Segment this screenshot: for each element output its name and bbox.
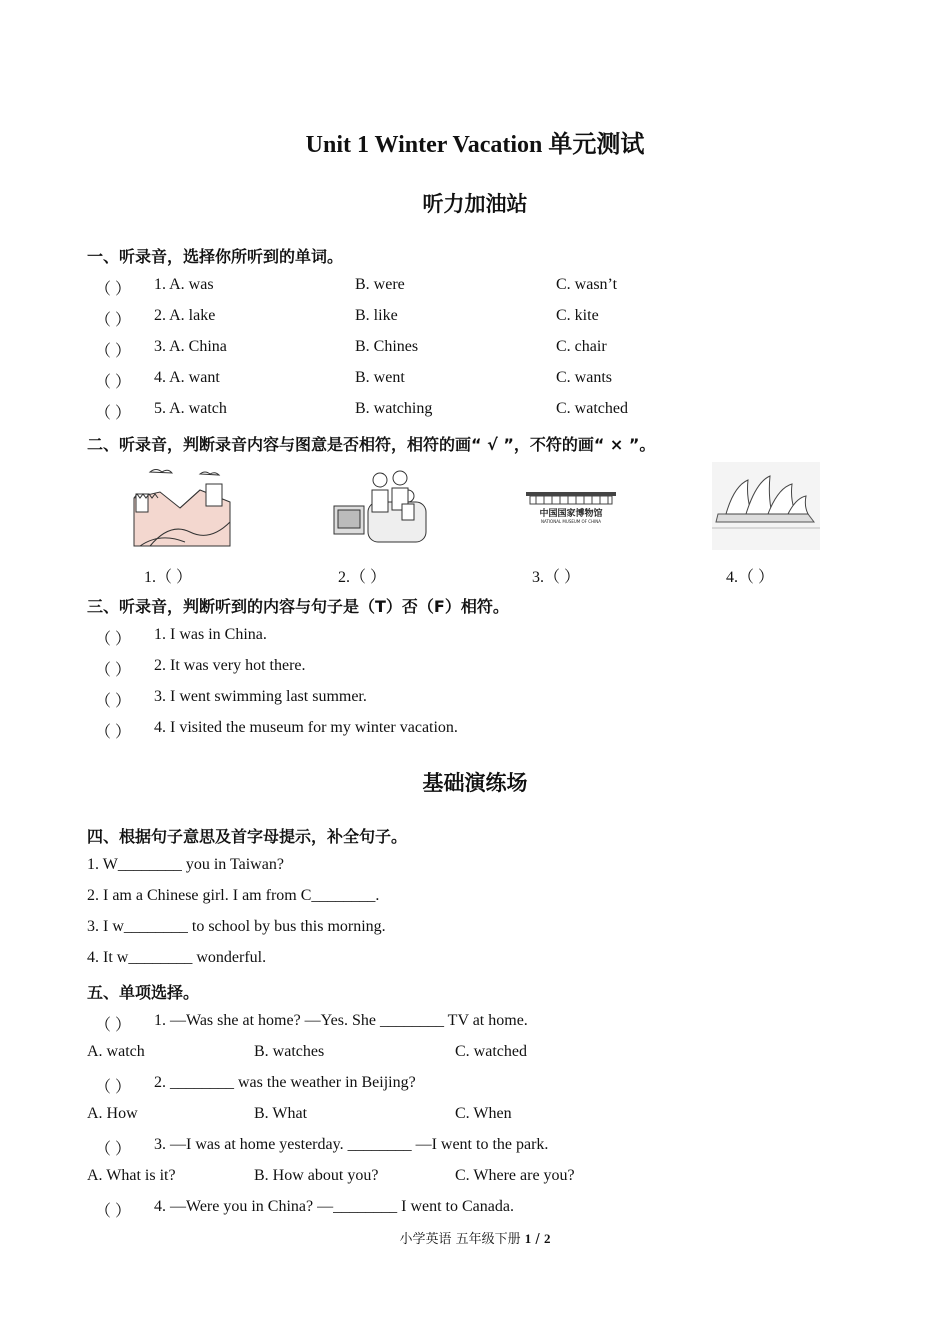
answer-blank[interactable]: （ ） [95, 405, 132, 422]
q1-option-c: C. wants [556, 369, 612, 386]
q2-answer-3[interactable]: 3.（ ） [532, 569, 581, 586]
q2-answer-4[interactable]: 4.（ ） [726, 569, 775, 586]
answer-blank[interactable]: （ ） [95, 281, 132, 298]
q5-option-b: B. What [254, 1105, 308, 1122]
answer-blank[interactable]: （ ） [95, 374, 132, 391]
museum-chinese-text: 中国国家博物馆 [539, 509, 603, 519]
sydney-opera-house-picture [712, 462, 820, 550]
footer-page-number: 1 [524, 1231, 532, 1246]
family-watching-tv-picture [330, 462, 438, 550]
q2-answer-2[interactable]: 2.（ ） [338, 569, 387, 586]
q1-option-c: C. kite [556, 307, 599, 324]
q1-option-c: C. watched [556, 400, 628, 417]
q5-option-c: C. When [455, 1105, 512, 1122]
section-listening-title: 听力加油站 [422, 192, 528, 216]
q1-option-a: 1. A. was [154, 276, 214, 293]
page-footer [0, 1228, 950, 1247]
answer-blank[interactable]: （ ） [95, 343, 132, 360]
answer-blank[interactable]: （ ） [95, 1079, 132, 1096]
footer-subject: 小学英语 五年级下册 [399, 1232, 525, 1247]
q3-sentence: 3. I went swimming last summer. [154, 688, 367, 705]
q1-option-a: 2. A. lake [154, 307, 216, 324]
q2-answer-1[interactable]: 1.（ ） [144, 569, 193, 586]
q1-option-c: C. chair [556, 338, 607, 355]
q5-option-a: A. How [87, 1105, 138, 1122]
answer-blank[interactable]: （ ） [95, 693, 132, 710]
section-basics-title: 基础演练场 [422, 771, 528, 795]
q1-option-b: B. Chines [355, 338, 419, 355]
page-title: Unit 1 Winter Vacation 单元测试 [305, 132, 645, 158]
q5-option-b: B. watches [254, 1043, 325, 1060]
q1-option-b: B. went [355, 369, 405, 386]
q1-option-a: 3. A. China [154, 338, 227, 355]
q4-heading: 四、根据句子意思及首字母提示，补全句子。 [87, 827, 408, 846]
q5-option-c: C. Where are you? [455, 1167, 575, 1184]
answer-blank[interactable]: （ ） [95, 312, 132, 329]
q3-sentence: 1. I was in China. [154, 626, 267, 643]
national-museum-picture [520, 462, 628, 550]
q4-sentence: 4. It w________ wonderful. [87, 949, 267, 966]
q3-sentence: 4. I visited the museum for my winter vacation. [154, 719, 458, 736]
footer-separator: / [531, 1232, 544, 1247]
q3-heading: 三、听录音，判断听到的内容与句子是（T）否（F）相符。 [87, 597, 509, 616]
q1-option-c: C. wasn’t [556, 276, 618, 293]
q5-option-b: B. How about you? [254, 1167, 379, 1184]
q1-option-b: B. like [355, 307, 398, 324]
answer-blank[interactable]: （ ） [95, 724, 132, 741]
answer-blank[interactable]: （ ） [95, 631, 132, 648]
q1-option-b: B. were [355, 276, 405, 293]
q1-option-a: 4. A. want [154, 369, 220, 386]
q4-sentence: 2. I am a Chinese girl. I am from C________. [87, 887, 380, 904]
answer-blank[interactable]: （ ） [95, 1203, 132, 1220]
q5-question: 2. ________ was the weather in Beijing? [154, 1074, 416, 1091]
footer-total-pages: 2 [543, 1231, 551, 1246]
q5-option-a: A. What is it? [87, 1167, 176, 1184]
answer-blank[interactable]: （ ） [95, 1017, 132, 1034]
q1-option-b: B. watching [355, 400, 433, 417]
q5-heading: 五、单项选择。 [87, 983, 200, 1002]
q4-sentence: 1. W________ you in Taiwan? [87, 856, 284, 873]
great-wall-picture [130, 462, 238, 550]
q5-question: 1. —Was she at home? —Yes. She ________ TV at home. [154, 1012, 528, 1029]
q1-option-a: 5. A. watch [154, 400, 227, 417]
q2-heading: 二、听录音，判断录音内容与图意是否相符，相符的画“ √ ”，不符的画“ × ”。 [87, 435, 656, 454]
q5-question: 4. —Were you in China? —________ I went to Canada. [154, 1198, 514, 1215]
museum-english-text: NATIONAL MUSEUM OF CHINA [541, 519, 601, 524]
q4-sentence: 3. I w________ to school by bus this morning. [87, 918, 386, 935]
q5-option-c: C. watched [455, 1043, 527, 1060]
q5-option-a: A. watch [87, 1043, 145, 1060]
q3-sentence: 2. It was very hot there. [154, 657, 306, 674]
q1-heading: 一、听录音，选择你所听到的单词。 [87, 247, 344, 266]
answer-blank[interactable]: （ ） [95, 662, 132, 679]
q5-question: 3. —I was at home yesterday. ________ —I went to the park. [154, 1136, 549, 1153]
answer-blank[interactable]: （ ） [95, 1141, 132, 1158]
